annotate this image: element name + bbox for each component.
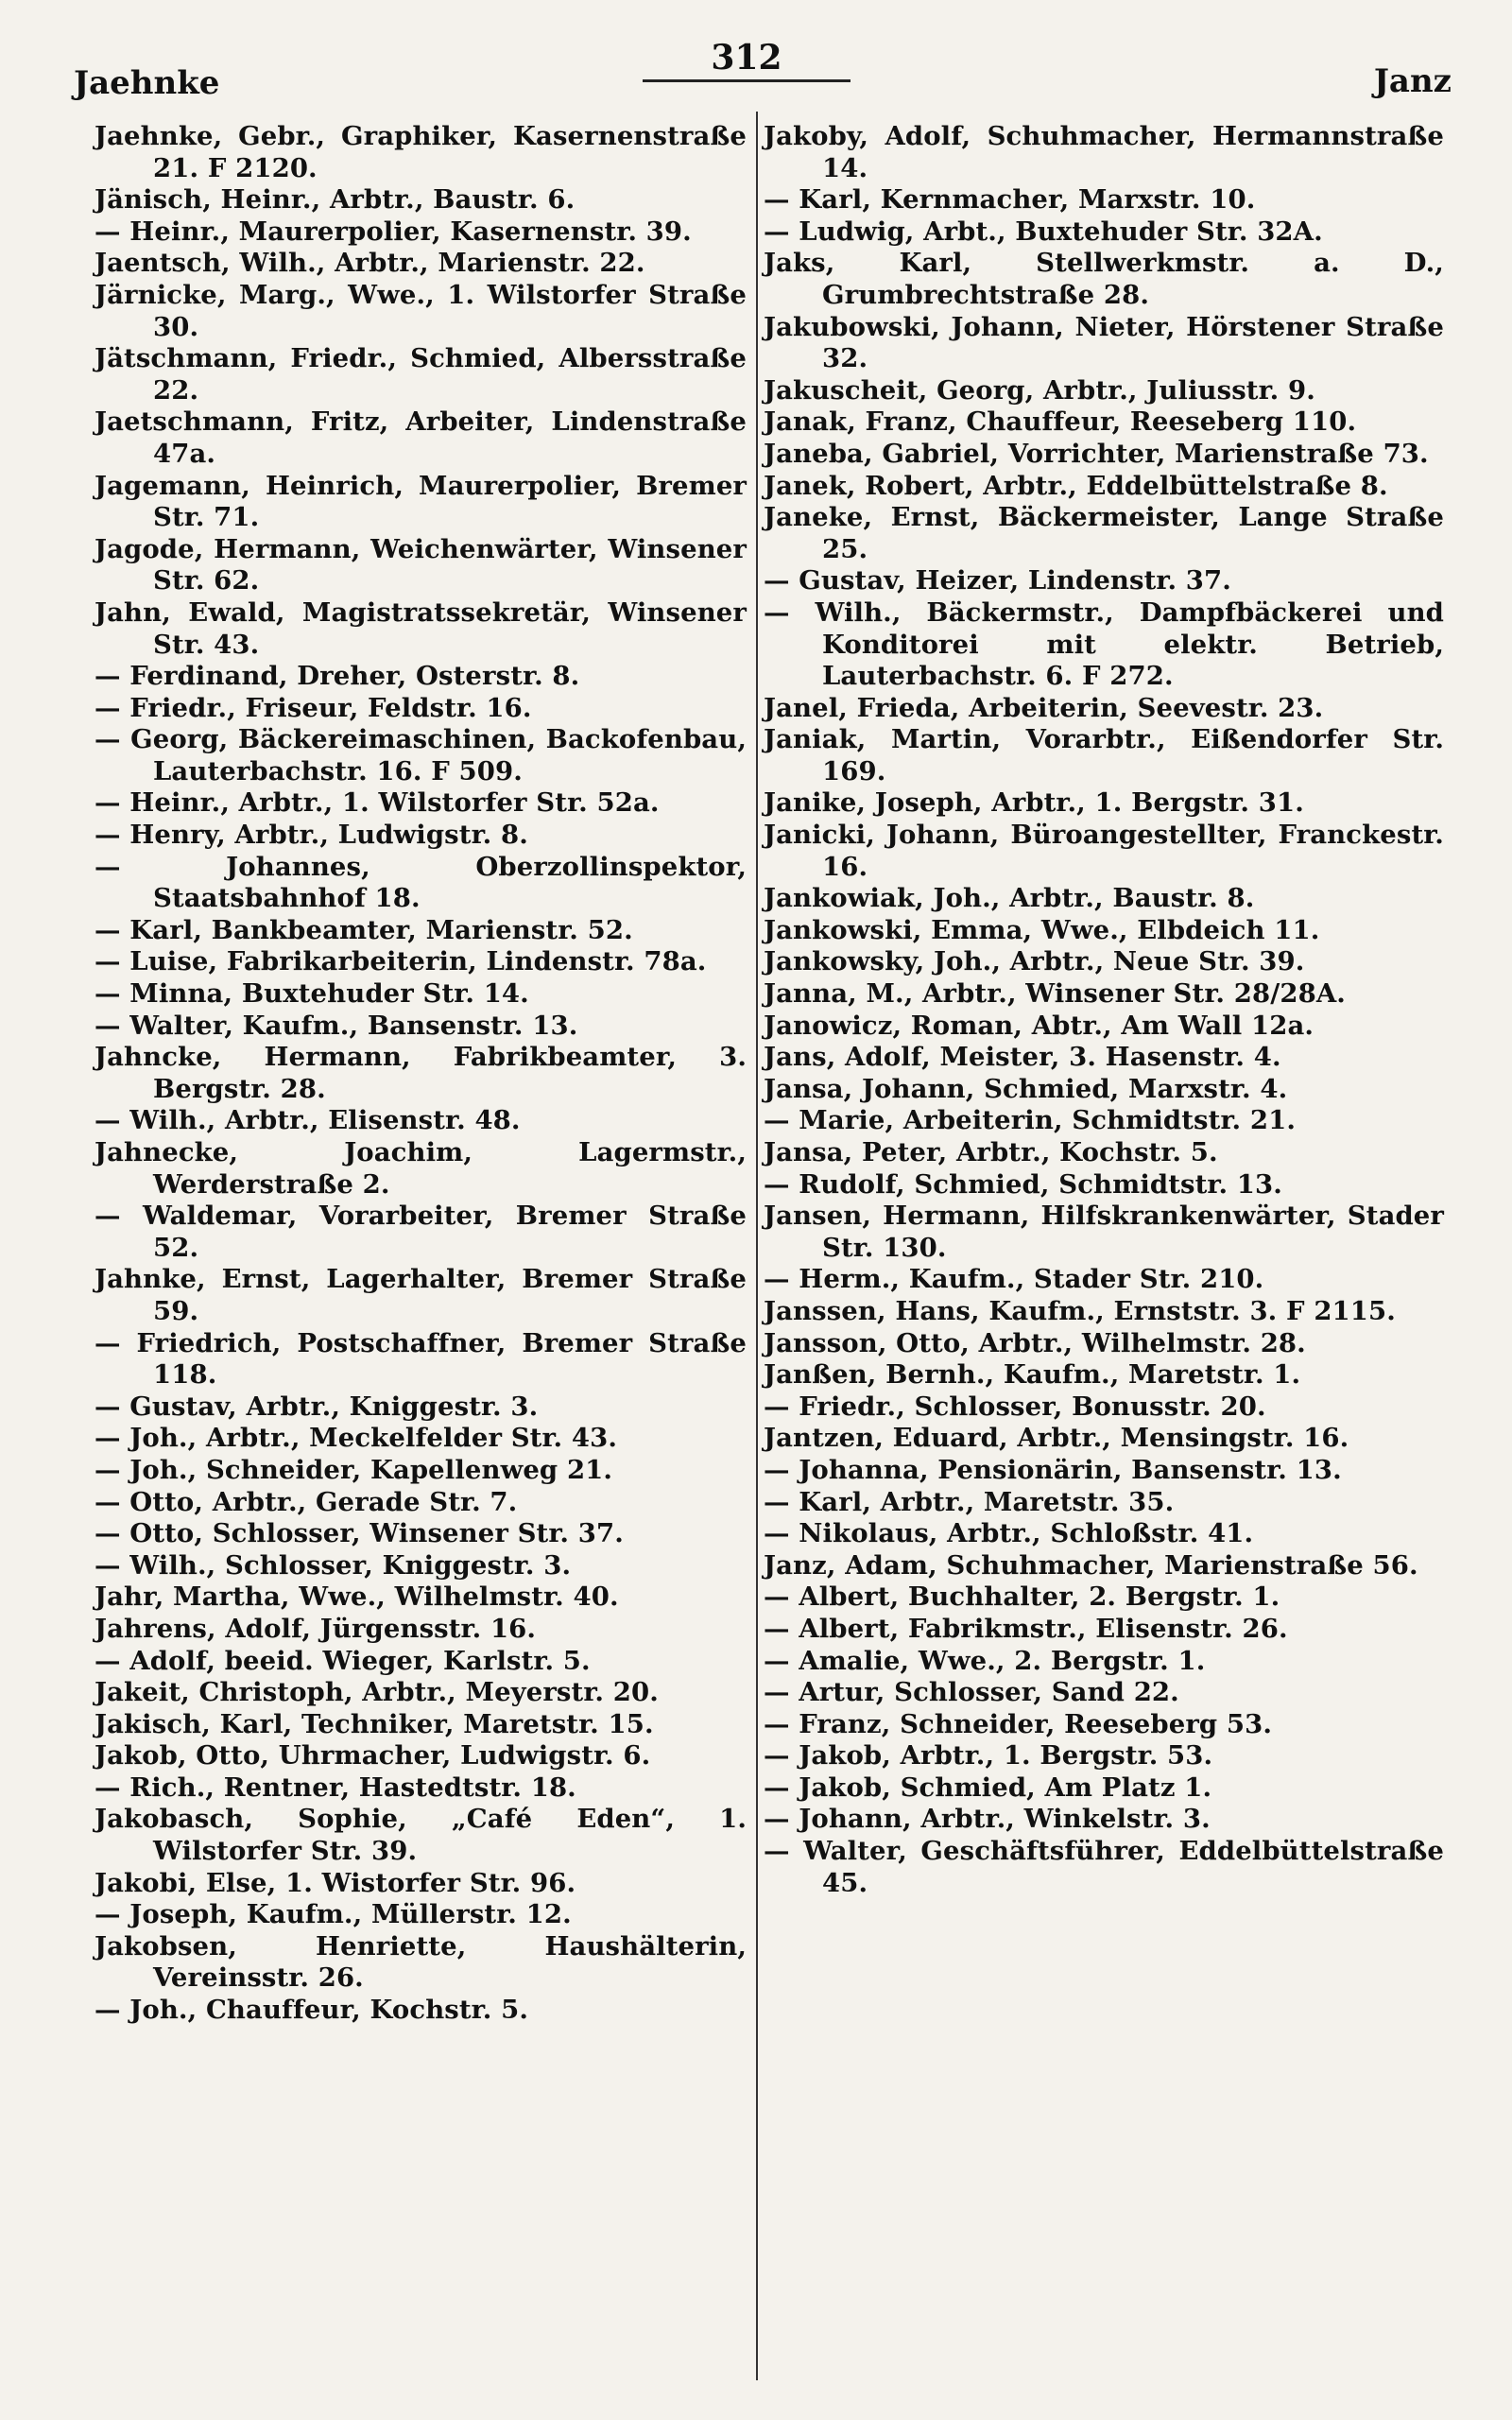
directory-entry: — Rudolf, Schmied, Schmidtstr. 13. (764, 1168, 1282, 1200)
directory-entry: — Walter, Kaufm., Bansenstr. 13. (94, 1010, 578, 1041)
directory-entry: — Nikolaus, Arbtr., Schloßstr. 41. (764, 1518, 1254, 1549)
directory-entry: Janeke, Ernst, Bäckermeister, Lange Straße 25. (764, 502, 1444, 564)
directory-entry: Jahnecke, Joachim, Lagermstr., Werderstraße 2. (94, 1137, 747, 1200)
directory-entry: Janel, Frieda, Arbeiterin, Seevestr. 23. (764, 692, 1324, 723)
directory-entry: Jakobasch, Sophie, „Café Eden“, 1. Wilstorfer Str. 39. (94, 1804, 747, 1867)
directory-entry: Jakobsen, Henriette, Haushälterin, Vereinsstr. 26. (94, 1930, 747, 1994)
directory-entry: Jansa, Johann, Schmied, Marxstr. 4. (764, 1073, 1288, 1104)
directory-entry: Jahncke, Hermann, Fabrikbeamter, 3. Bergstr. 28. (94, 1042, 747, 1104)
directory-entry: Janssen, Hans, Kaufm., Ernststr. 3. F 2115. (764, 1295, 1396, 1326)
directory-entry: Jansen, Hermann, Hilfskrankenwärter, Stader Str. 130. (764, 1201, 1444, 1263)
directory-entry: — Joh., Schneider, Kapellenweg 21. (94, 1454, 613, 1485)
directory-entry: Jans, Adolf, Meister, 3. Hasenstr. 4. (764, 1042, 1281, 1073)
header-right-word: Janz (1373, 62, 1452, 100)
directory-entry: — Waldemar, Vorarbeiter, Bremer Straße 52. (94, 1201, 747, 1263)
directory-entry: Jakeit, Christoph, Arbtr., Meyerstr. 20. (94, 1677, 659, 1708)
directory-entry: — Karl, Bankbeamter, Marienstr. 52. (94, 914, 633, 945)
directory-entry: Jagemann, Heinrich, Maurerpolier, Bremer Str. 71. (94, 470, 747, 533)
directory-entry: — Wilh., Arbtr., Elisenstr. 48. (94, 1105, 521, 1136)
directory-entry: — Ferdinand, Dreher, Osterstr. 8. (94, 661, 580, 692)
directory-entry: — Friedr., Schlosser, Bonusstr. 20. (764, 1391, 1266, 1422)
directory-entry: — Albert, Fabrikmstr., Elisenstr. 26. (764, 1613, 1288, 1644)
directory-entry: Jantzen, Eduard, Arbtr., Mensingstr. 16. (764, 1423, 1349, 1454)
directory-entry: Janiak, Martin, Vorarbtr., Eißendorfer Str. 169. (764, 724, 1444, 786)
directory-entry: — Gustav, Arbtr., Kniggestr. 3. (94, 1391, 539, 1422)
directory-entry: — Luise, Fabrikarbeiterin, Lindenstr. 78a. (94, 946, 707, 977)
directory-entry: Jänisch, Heinr., Arbtr., Baustr. 6. (94, 184, 576, 216)
directory-entry: — Joh., Chauffeur, Kochstr. 5. (94, 1995, 529, 2026)
page-number: 312 (711, 38, 782, 78)
directory-entry: — Friedrich, Postschaffner, Bremer Straße 118. (94, 1327, 747, 1391)
directory-entry: — Amalie, Wwe., 2. Bergstr. 1. (764, 1645, 1206, 1676)
directory-entry: Janeba, Gabriel, Vorrichter, Marienstraße 73. (764, 438, 1429, 469)
directory-entry: — Walter, Geschäftsführer, Eddelbüttelstraße 45. (764, 1836, 1444, 1898)
directory-entry: Janz, Adam, Schuhmacher, Marienstraße 56. (764, 1549, 1418, 1581)
directory-entry: Jakubowski, Johann, Nieter, Hörstener Straße 32. (764, 311, 1444, 374)
directory-entry: — Jakob, Schmied, Am Platz 1. (764, 1772, 1212, 1803)
directory-entry: Janowicz, Roman, Abtr., Am Wall 12a. (764, 1010, 1314, 1041)
directory-entry: — Johanna, Pensionärin, Bansenstr. 13. (764, 1454, 1342, 1485)
directory-entry: — Wilh., Schlosser, Kniggestr. 3. (94, 1549, 572, 1581)
directory-entry: Jankowski, Emma, Wwe., Elbdeich 11. (764, 914, 1320, 945)
directory-entry: Janßen, Bernh., Kaufm., Maretstr. 1. (764, 1359, 1301, 1391)
directory-entry: Jaehnke, Gebr., Graphiker, Kasernenstraße 21. F 2120. (94, 121, 747, 183)
directory-entry: Jaks, Karl, Stellwerkmstr. a. D., Grumbrechtstraße 28. (764, 248, 1444, 310)
directory-entry: — Joseph, Kaufm., Müllerstr. 12. (94, 1899, 572, 1930)
directory-entry: — Heinr., Arbtr., 1. Wilstorfer Str. 52a. (94, 787, 660, 819)
directory-entry: Janicki, Johann, Büroangestellter, Franckestr. 16. (764, 820, 1444, 882)
directory-entry: Jahr, Martha, Wwe., Wilhelmstr. 40. (94, 1582, 619, 1613)
column-divider (756, 112, 758, 2380)
directory-entry: — Rich., Rentner, Hastedtstr. 18. (94, 1772, 576, 1803)
directory-entry: — Friedr., Friseur, Feldstr. 16. (94, 692, 532, 723)
directory-entry: Jahnke, Ernst, Lagerhalter, Bremer Straße 59. (94, 1264, 747, 1326)
header-rule (643, 79, 850, 82)
directory-entry: — Minna, Buxtehuder Str. 14. (94, 978, 529, 1010)
directory-entry: Jaentsch, Wilh., Arbtr., Marienstr. 22. (94, 248, 645, 279)
directory-entry: Järnicke, Marg., Wwe., 1. Wilstorfer Straße 30. (94, 279, 747, 342)
directory-entry: Jagode, Hermann, Weichenwärter, Winsener Str. 62. (94, 533, 747, 596)
directory-entry: Jakoby, Adolf, Schuhmacher, Hermannstraße 14. (764, 121, 1444, 183)
directory-entry: — Henry, Arbtr., Ludwigstr. 8. (94, 820, 528, 851)
directory-entry: — Karl, Kernmacher, Marxstr. 10. (764, 184, 1256, 216)
directory-entry: — Joh., Arbtr., Meckelfelder Str. 43. (94, 1423, 618, 1454)
directory-entry: Jakobi, Else, 1. Wistorfer Str. 96. (94, 1867, 576, 1898)
directory-entry: Jankowsky, Joh., Arbtr., Neue Str. 39. (764, 946, 1305, 977)
directory-entry: — Artur, Schlosser, Sand 22. (764, 1677, 1179, 1708)
directory-entry: Janak, Franz, Chauffeur, Reeseberg 110. (764, 406, 1357, 438)
directory-entry: — Heinr., Maurerpolier, Kasernenstr. 39. (94, 216, 692, 247)
directory-entry: — Gustav, Heizer, Lindenstr. 37. (764, 565, 1231, 596)
page-header (0, 34, 1512, 100)
directory-entry: — Herm., Kaufm., Stader Str. 210. (764, 1264, 1264, 1295)
directory-entry: — Georg, Bäckereimaschinen, Backofenbau, Lauterbachstr. 16. F 509. (94, 724, 747, 786)
directory-entry: — Karl, Arbtr., Maretstr. 35. (764, 1486, 1175, 1517)
directory-entry: Jankowiak, Joh., Arbtr., Baustr. 8. (764, 883, 1255, 914)
directory-entry: — Otto, Schlosser, Winsener Str. 37. (94, 1518, 624, 1549)
directory-entry: Jansa, Peter, Arbtr., Kochstr. 5. (764, 1137, 1218, 1167)
directory-entry: Jahrens, Adolf, Jürgensstr. 16. (94, 1613, 537, 1644)
directory-entry: — Adolf, beeid. Wieger, Karlstr. 5. (94, 1645, 591, 1676)
right-column (764, 121, 1444, 1899)
directory-entry: — Albert, Buchhalter, 2. Bergstr. 1. (764, 1582, 1280, 1613)
directory-entry: — Ludwig, Arbt., Buxtehuder Str. 32A. (764, 216, 1323, 247)
header-left-word: Jaehnke (74, 64, 220, 102)
directory-entry: — Johann, Arbtr., Winkelstr. 3. (764, 1804, 1211, 1835)
directory-entry: — Franz, Schneider, Reeseberg 53. (764, 1708, 1273, 1739)
directory-entry: Jaetschmann, Fritz, Arbeiter, Lindenstraße 47a. (94, 406, 747, 469)
directory-entry: — Johannes, Oberzollinspektor, Staatsbahnhof 18. (94, 851, 747, 914)
directory-entry: Janike, Joseph, Arbtr., 1. Bergstr. 31. (764, 787, 1304, 819)
directory-entry: Jakob, Otto, Uhrmacher, Ludwigstr. 6. (94, 1740, 651, 1772)
directory-entry: Jätschmann, Friedr., Schmied, Albersstraße 22. (94, 343, 747, 406)
directory-entry: Jansson, Otto, Arbtr., Wilhelmstr. 28. (764, 1327, 1306, 1358)
left-column (94, 121, 747, 2027)
directory-entry: Jakisch, Karl, Techniker, Maretstr. 15. (94, 1708, 654, 1739)
directory-entry: Jakuscheit, Georg, Arbtr., Juliusstr. 9. (764, 374, 1315, 406)
directory-entry: — Wilh., Bäckermstr., Dampfbäckerei und Konditorei mit elektr. Betrieb, Lauterbachstr. 6. F 272. (764, 596, 1444, 692)
directory-entry: Janna, M., Arbtr., Winsener Str. 28/28A. (764, 978, 1346, 1010)
directory-entry: — Jakob, Arbtr., 1. Bergstr. 53. (764, 1740, 1213, 1772)
directory-entry: — Marie, Arbeiterin, Schmidtstr. 21. (764, 1105, 1296, 1136)
directory-entry: — Otto, Arbtr., Gerade Str. 7. (94, 1486, 518, 1517)
directory-entry: Janek, Robert, Arbtr., Eddelbüttelstraße 8. (764, 470, 1388, 501)
directory-entry: Jahn, Ewald, Magistratssekretär, Winsener Str. 43. (94, 596, 747, 660)
